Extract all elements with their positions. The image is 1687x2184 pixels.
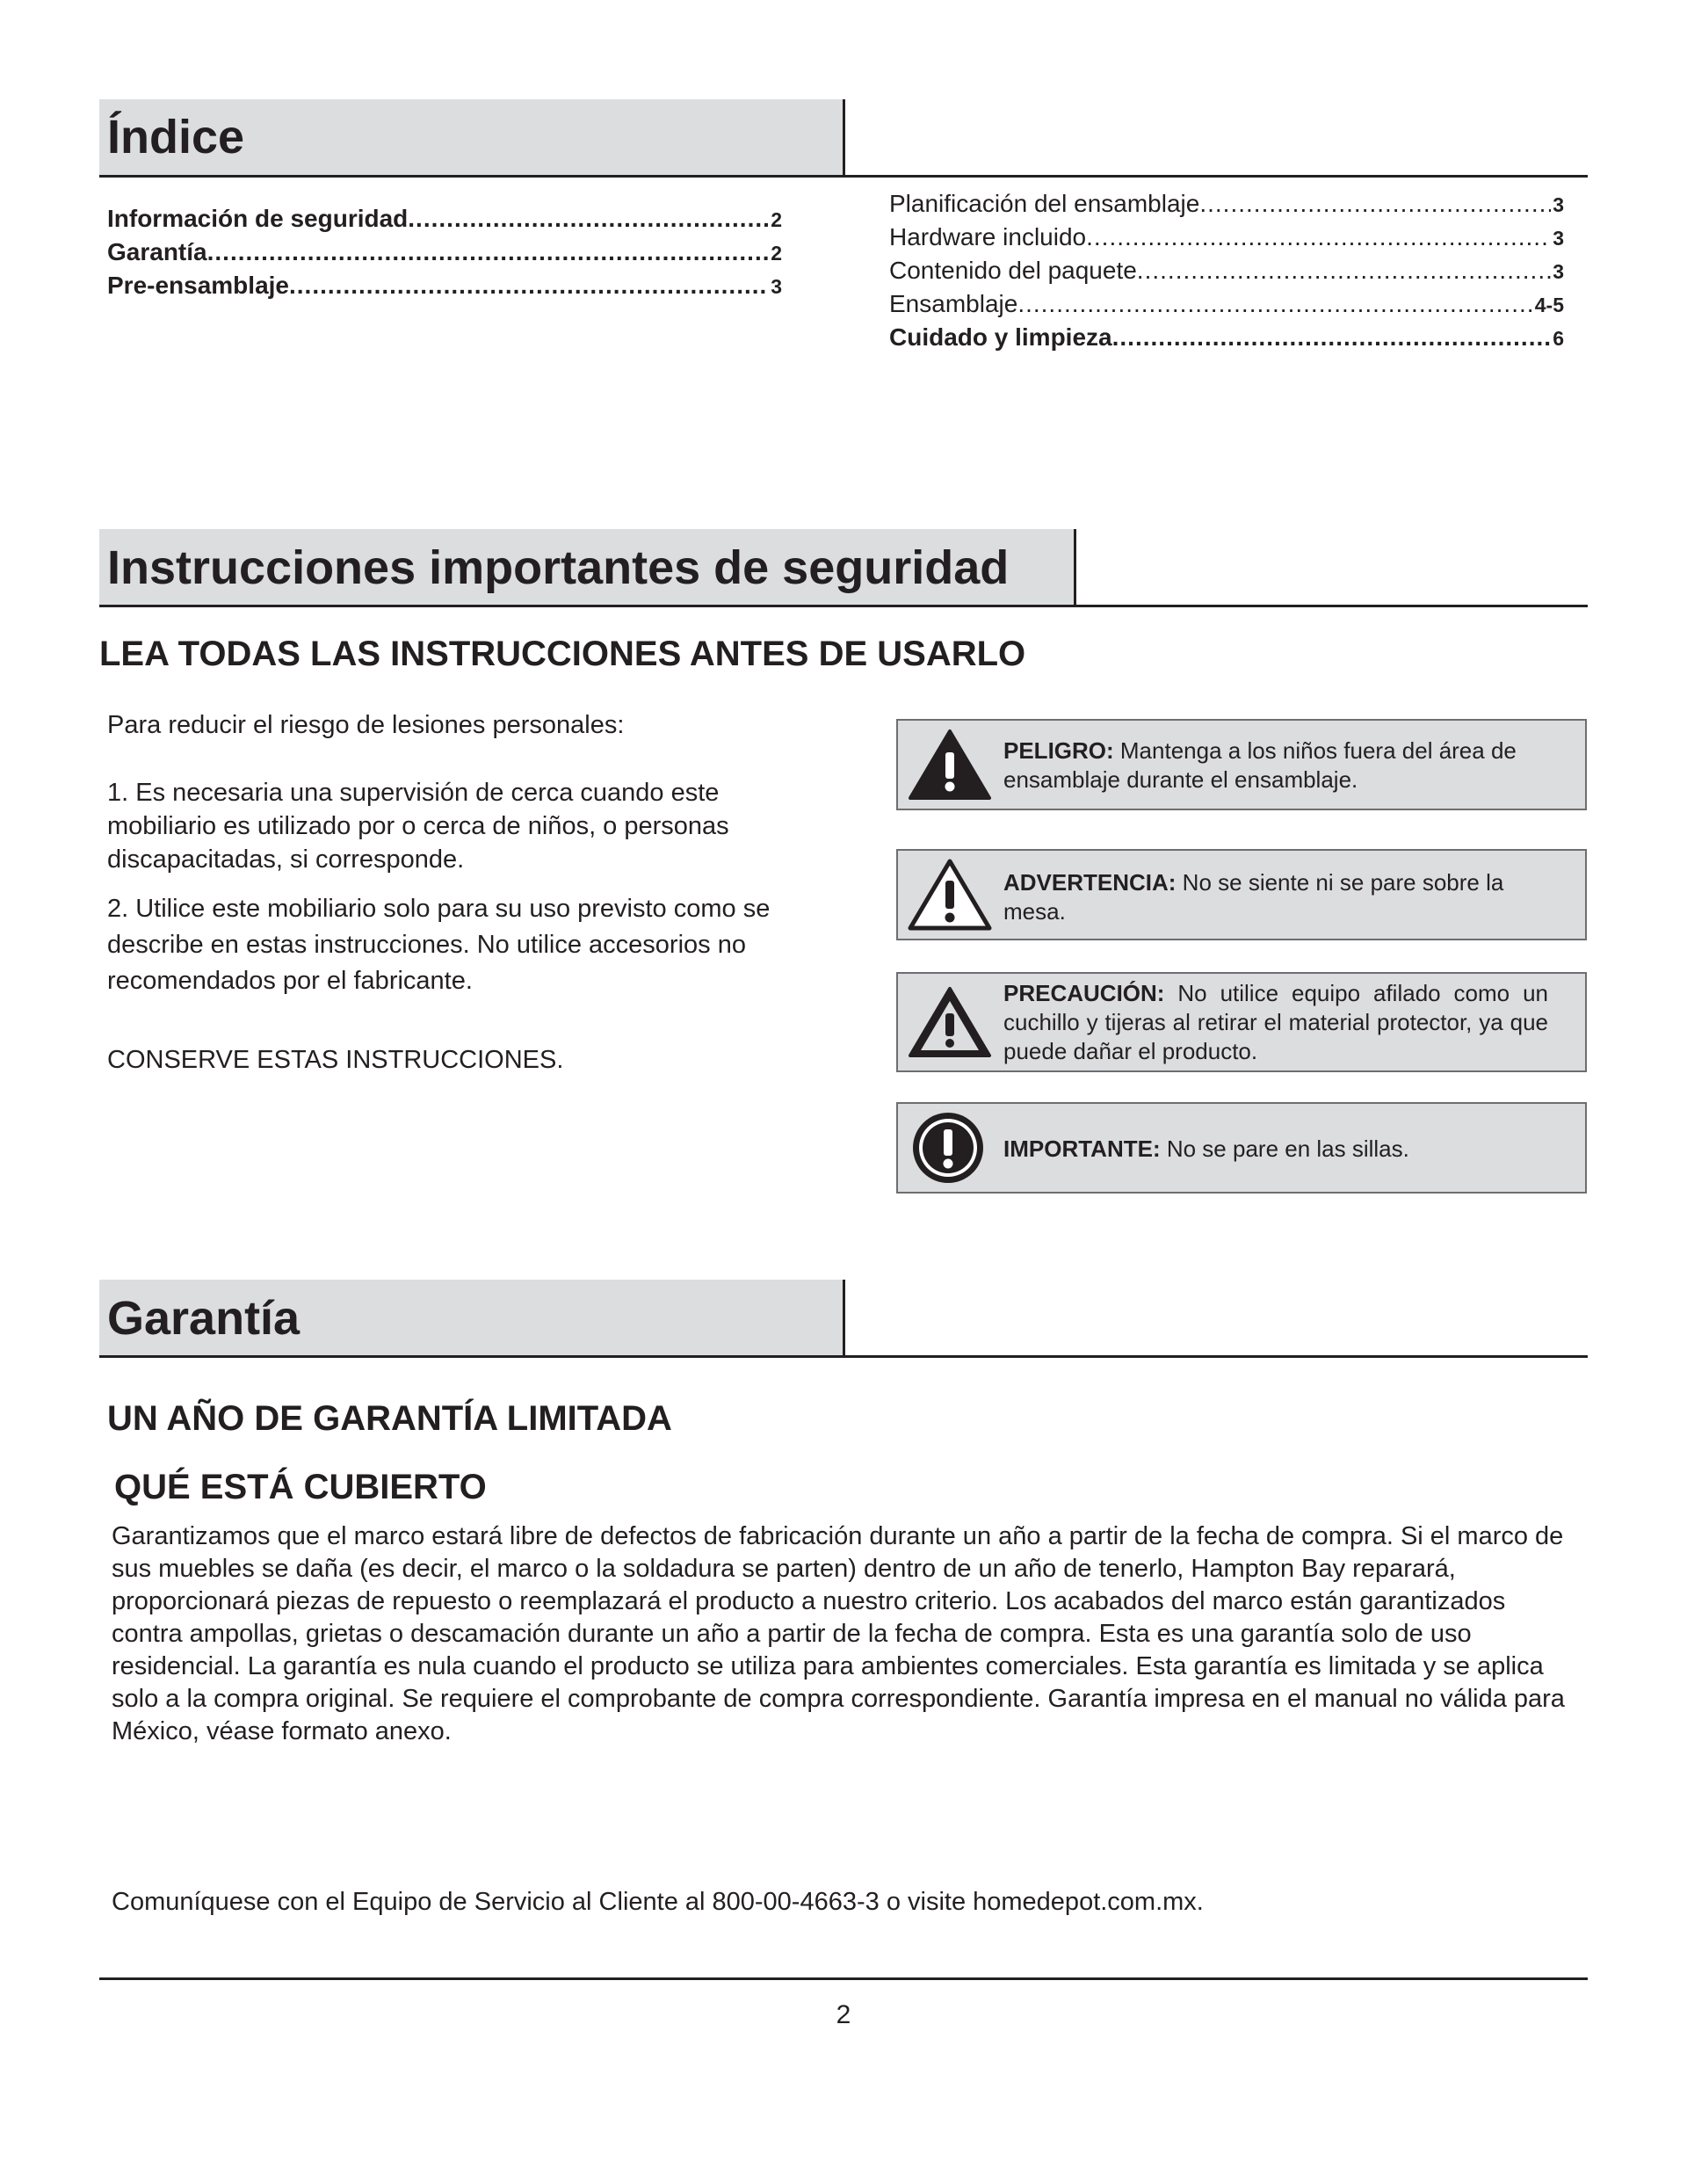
danger-box (896, 719, 1587, 810)
toc-leader-dots (289, 272, 769, 300)
danger-message: Mantenga a los niños fuera del área de ensamblaje durante el ensamblaje. (1003, 737, 1517, 793)
toc-leader-dots (408, 205, 769, 233)
toc-entry-page: 4-5 (1534, 294, 1564, 316)
toc-entry-page: 3 (1553, 260, 1564, 283)
toc-entry-page: 6 (1553, 327, 1564, 350)
warning-label: ADVERTENCIA: (1003, 869, 1177, 896)
warranty-body: Garantizamos que el marco estará libre de defectos de fabricación durante un año a partir de la fecha de compra. Si el marco de sus muebles se daña (es decir, el marco o la soldadura se parten) dentro de un año de tenerlo, Hampton Bay reparará, proporcionará piezas de repuesto o reemplazará el producto a nuestro criterio. Los acabados del marco están garantizados contra ampollas, grietas o descamación durante un año a partir de la fecha de compra. Esta es una garantía solo de uso residencial. La garantía es nula cuando el producto se utiliza para ambientes comerciales. Esta garantía es limitada y se aplica solo a la compra original. Se requiere el comprobante de compra correspondiente. Garantía impresa en el manual no válida para México, véase formato anexo. (112, 1522, 1565, 1745)
toc-entry-label: Garantía (107, 238, 207, 265)
toc-leader-dots (1017, 290, 1532, 318)
warranty-heading: UN AÑO DE GARANTÍA LIMITADA (107, 1399, 672, 1438)
caution-message: No utilice equipo afilado como un cuchillo y tijeras al retirar el material protector, ya que puede dañar el producto. (1003, 980, 1548, 1064)
safety-header-divider (1074, 529, 1076, 606)
toc-entry[interactable] (107, 205, 782, 238)
toc-left (107, 205, 782, 305)
toc-leader-dots (1199, 190, 1551, 218)
safety-item-1: 1. Es necesaria una supervisión de cerca cuando este mobiliario es utilizado por o cerca de niños, o personas discapacitadas, si corresponde. (107, 779, 729, 874)
caution-text (1003, 979, 1548, 1066)
important-text (1003, 1135, 1548, 1164)
footer-rule (99, 1977, 1588, 1980)
warranty-contact: Comuníquese con el Equipo de Servicio al Cliente al 800-00-4663-3 o visite homedepot.com.mx. (112, 1888, 1204, 1916)
toc-entry[interactable] (889, 257, 1564, 290)
warranty-header-divider (843, 1280, 845, 1357)
toc-entry-page: 3 (1553, 227, 1564, 250)
caution-box (896, 972, 1587, 1072)
toc-entry-page: 3 (1553, 193, 1564, 216)
warranty-title: Garantía (107, 1292, 300, 1345)
toc-entry-label: Ensamblaje (889, 290, 1018, 317)
important-message: No se pare en las sillas. (1160, 1136, 1409, 1162)
toc-entry-label: Contenido del paquete (889, 257, 1137, 284)
toc-entry-page: 2 (771, 208, 782, 231)
toc-leader-dots (1112, 323, 1552, 352)
toc-entry-label: Pre-ensamblaje (107, 272, 289, 299)
toc-right (889, 190, 1564, 357)
warranty-covered-heading: QUÉ ESTÁ CUBIERTO (114, 1468, 487, 1506)
warning-text (1003, 868, 1548, 926)
danger-triangle-icon (907, 728, 993, 802)
safety-header-rule (99, 605, 1588, 607)
caution-triangle-icon (907, 985, 993, 1059)
warning-triangle-icon (907, 858, 993, 932)
toc-entry[interactable] (889, 323, 1564, 357)
toc-entry-label: Hardware incluido (889, 223, 1087, 250)
toc-entry[interactable] (889, 190, 1564, 223)
index-header-rule (99, 175, 1588, 178)
safety-intro: Para reducir el riesgo de lesiones personales: (107, 711, 625, 739)
toc-entry-page: 2 (771, 242, 782, 265)
safety-title: Instrucciones importantes de seguridad (107, 541, 1010, 594)
toc-entry-label: Planificación del ensamblaje (889, 190, 1200, 217)
toc-entry[interactable] (107, 238, 782, 272)
danger-label: PELIGRO: (1003, 737, 1114, 764)
toc-entry-label: Información de seguridad (107, 205, 409, 232)
danger-text (1003, 736, 1548, 795)
warning-box (896, 849, 1587, 940)
safety-item-2: 2. Utilice este mobiliario solo para su uso previsto como se describe en estas instrucciones. No utilice accesorios no recomendados por el fabricante. (107, 895, 771, 995)
warning-message: No se siente ni se pare sobre la mesa. (1003, 869, 1504, 925)
page-number: 2 (836, 2000, 851, 2029)
safety-subheading: LEA TODAS LAS INSTRUCCIONES ANTES DE USARLO (99, 635, 1026, 673)
important-label: IMPORTANTE: (1003, 1136, 1161, 1162)
toc-entry[interactable] (889, 290, 1564, 323)
warranty-header-rule (99, 1355, 1588, 1358)
index-title: Índice (107, 111, 245, 163)
safety-conserve: CONSERVE ESTAS INSTRUCCIONES. (107, 1046, 564, 1074)
toc-entry[interactable] (889, 223, 1564, 257)
index-header-divider (843, 99, 845, 177)
important-circle-icon (910, 1110, 986, 1186)
toc-entry-page: 3 (771, 275, 782, 298)
toc-leader-dots (207, 238, 770, 266)
caution-label: PRECAUCIÓN: (1003, 980, 1165, 1006)
toc-leader-dots (1137, 257, 1551, 285)
toc-leader-dots (1086, 223, 1551, 251)
important-box (896, 1102, 1587, 1194)
toc-entry-label: Cuidado y limpieza (889, 323, 1112, 351)
toc-entry[interactable] (107, 272, 782, 305)
